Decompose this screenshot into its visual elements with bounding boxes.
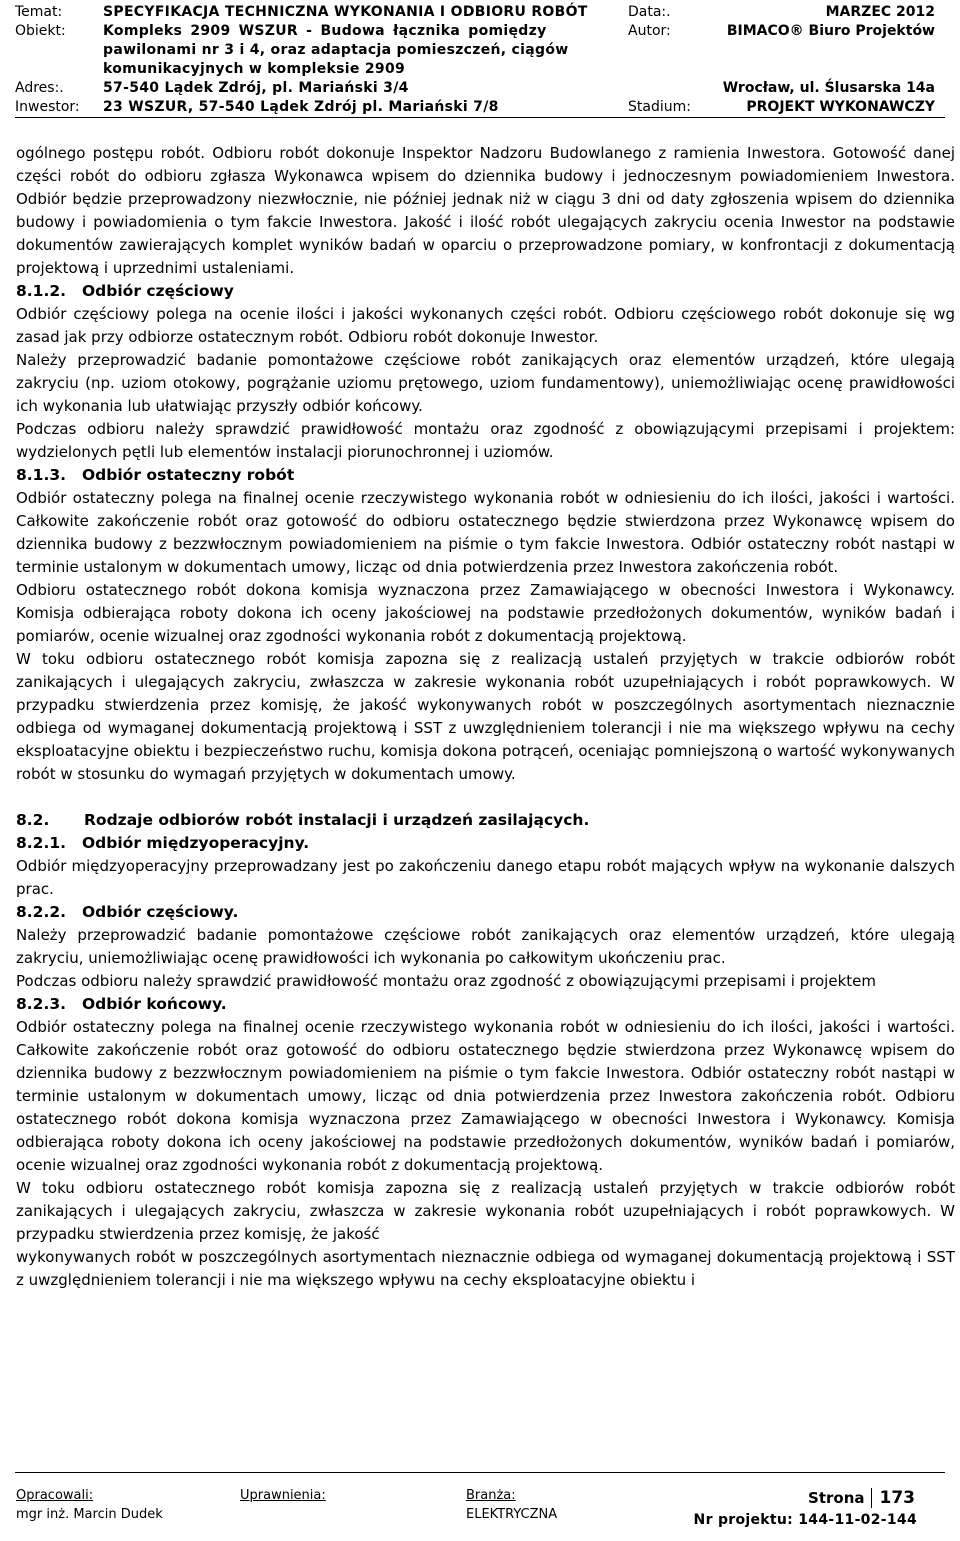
header-divider: [15, 117, 945, 118]
section-heading-8-2-1: [16, 832, 955, 855]
paragraph: Podczas odbioru należy sprawdzić prawidłowość montażu oraz zgodność z obowiązującymi przepisami i projektem: [16, 972, 876, 990]
data-label: Data:.: [628, 4, 671, 20]
stadium-value: PROJEKT WYKONAWCZY: [746, 99, 935, 115]
paragraph: ogólnego postępu robót. Odbioru robót dokonuje Inspektor Nadzoru Budowlanego z ramienia Inwestora. Gotowość danej części robót do odbioru zgłasza Wykonawca wpisem do dziennika budowy i jednoczesnym powiadomieniem Inwestora. Odbiór będzie przeprowadzony niezwłocznie, nie później jednak niż w ciągu 3 dni od daty zgłoszenia wpisem do dziennika budowy i powiadomienia o tym fakcie Inwestora. Jakość i ilość robót ulegających zakryciu ocenia Inwestor na podstawie dokumentów zawierających komplet wyników badań w oparciu o przeprowadzone pomiary, w konfrontacji z dokumentacją projektową i uprzednimi ustaleniami.: [16, 144, 955, 277]
footer-divider: [15, 1472, 945, 1473]
section-title: Odbiór końcowy.: [82, 995, 227, 1013]
section-number: 8.2.: [16, 811, 50, 829]
paragraph: Odbiór częściowy polega na ocenie ilości i jakości wykonanych części robót. Odbioru częściowego robót dokonuje się wg zasad jak przy odbiorze ostatecznym robót. Odbioru robót dokonuje Inwestor.: [16, 305, 955, 346]
section-title: Odbiór ostateczny robót: [82, 466, 295, 484]
branza-value: ELEKTRYCZNA: [466, 1507, 558, 1522]
inwestor-value: 23 WSZUR, 57-540 Lądek Zdrój pl. Mariański 7/8: [103, 99, 499, 115]
spacer: [16, 786, 955, 809]
page-header: [0, 0, 960, 118]
adres-label: Adres:.: [15, 80, 64, 96]
page-number: 173: [871, 1488, 916, 1508]
inwestor-label: Inwestor:: [15, 99, 80, 115]
obiekt-line-3: komunikacyjnych w kompleksie 2909: [103, 61, 406, 77]
paragraph: Odbiór ostateczny polega na finalnej ocenie rzeczywistego wykonania robót w odniesieniu do ich ilości, jakości i wartości. Całkowite zakończenie robót oraz gotowość do odbioru ostatecznego będzie stwierdzona przez Wykonawcę wpisem do dziennika budowy z bezzwłocznym powiadomieniem na piśmie o tym fakcie Inwestora. Odbiór ostateczny robót nastąpi w terminie ustalonym w dokumentach umowy, licząc od dnia potwierdzenia przez Inwestora zakończenia robót. Odbioru ostatecznego robót dokona komisja wyznaczona przez Zamawiającego w obecności Inwestora i Wykonawcy. Komisja odbierająca roboty dokona ich oceny jakościowej na podstawie przedłożonych dokumentów, wyników badań i pomiarów, ocenie wizualnej oraz zgodności wykonania robót z dokumentacją projektową.: [16, 1018, 955, 1174]
nr-projektu-label: Nr projektu:: [693, 1512, 794, 1528]
paragraph: Podczas odbioru należy sprawdzić prawidłowość montażu oraz zgodność z obowiązującymi przepisami i projektem: wydzielonych pętli lub elementów instalacji piorunochronnej i uziomów.: [16, 420, 955, 461]
temat-label: Temat:: [15, 4, 63, 20]
section-title: Odbiór częściowy.: [82, 903, 239, 921]
obiekt-line-1: Kompleks 2909 WSZUR - Budowa łącznika pomiędzy: [103, 23, 547, 39]
section-title: Odbiór częściowy: [82, 282, 234, 300]
page-indicator: [808, 1488, 915, 1508]
document-body: [16, 142, 955, 1292]
autor-address: Wrocław, ul. Ślusarska 14a: [722, 80, 935, 96]
nr-projektu-value: 144-11-02-144: [798, 1512, 917, 1528]
data-value: MARZEC 2012: [825, 4, 935, 20]
stadium-label: Stadium:: [628, 99, 691, 115]
temat-value: SPECYFIKACJA TECHNICZNA WYKONANIA I ODBIORU ROBÓT: [103, 4, 588, 20]
obiekt-line-2: pawilonami nr 3 i 4, oraz adaptacja pomieszczeń, ciągów: [103, 42, 569, 58]
paragraph: Odbioru ostatecznego robót dokona komisja wyznaczona przez Zamawiającego w obecności Inwestora i Wykonawcy. Komisja odbierająca roboty dokona ich oceny jakościowej na podstawie przedłożonych dokumentów, wyników badań i pomiarów, ocenie wizualnej oraz zgodności wykonania robót z dokumentacją projektową.: [16, 581, 955, 645]
section-title: Rodzaje odbiorów robót instalacji i urządzeń zasilających.: [84, 811, 590, 829]
uprawnienia-label: Uprawnienia:: [240, 1488, 326, 1503]
section-number: 8.2.1.: [16, 834, 67, 852]
autor-value: BIMACO® Biuro Projektów: [726, 23, 935, 39]
section-heading-8-2-2: [16, 901, 955, 924]
strona-label: Strona: [808, 1489, 865, 1507]
project-number: [694, 1512, 917, 1528]
section-number: 8.2.2.: [16, 903, 67, 921]
section-heading-8-2: [16, 809, 955, 832]
autor-label: Autor:: [628, 23, 671, 39]
paragraph: Odbiór ostateczny polega na finalnej ocenie rzeczywistego wykonania robót w odniesieniu do ich ilości, jakości i wartości. Całkowite zakończenie robót oraz gotowość do odbioru ostatecznego będzie stwierdzona przez Wykonawcę wpisem do dziennika budowy z bezzwłocznym powiadomieniem na piśmie o tym fakcie Inwestora. Odbiór ostateczny robót nastąpi w terminie ustalonym w dokumentach umowy, licząc od dnia potwierdzenia przez Inwestora zakończenia robót.: [16, 489, 955, 576]
paragraph: W toku odbioru ostatecznego robót komisja zapozna się z realizacją ustaleń przyjętych w trakcie odbiorów robót zanikających i ulegających zakryciu, zwłaszcza w zakresie wykonania robót uzupełniających i robót poprawkowych. W przypadku stwierdzenia przez komisję, że jakość: [16, 1179, 955, 1243]
section-number: 8.1.2.: [16, 282, 67, 300]
section-number: 8.2.3.: [16, 995, 67, 1013]
paragraph: Należy przeprowadzić badanie pomontażowe częściowe robót zanikających oraz elementów urządzeń, które ulegają zakryciu, uniemożliwiając ocenę prawidłowości ich wykonania po całkowitym ukończeniu prac.: [16, 926, 955, 967]
paragraph: wykonywanych robót w poszczególnych asortymentach nieznacznie odbiega od wymaganej dokumentacją projektową i SST z uwzględnieniem tolerancji i nie ma większego wpływu na cechy eksploatacyjne obiektu i: [16, 1248, 955, 1289]
section-heading-8-1-2: [16, 280, 955, 303]
obiekt-label: Obiekt:: [15, 23, 66, 39]
paragraph: Należy przeprowadzić badanie pomontażowe częściowe robót zanikających oraz elementów urządzeń, które ulegają zakryciu (np. uziom otokowy, pogrążanie uziomu prętowego, uziom fundamentowy), uniemożliwiając ocenę prawidłowości ich wykonania lub ułatwiając przyszły odbiór końcowy.: [16, 351, 955, 415]
opracowali-value: mgr inż. Marcin Dudek: [16, 1507, 163, 1522]
opracowali-label: Opracowali:: [16, 1488, 94, 1503]
adres-value: 57-540 Lądek Zdrój, pl. Mariański 3/4: [103, 80, 409, 96]
branza-label: Branża:: [466, 1488, 516, 1503]
paragraph: Odbiór międzyoperacyjny przeprowadzany jest po zakończeniu danego etapu robót mających wpływ na wykonanie dalszych prac.: [16, 857, 955, 898]
page-footer: [0, 1472, 960, 1541]
section-number: 8.1.3.: [16, 466, 67, 484]
paragraph: W toku odbioru ostatecznego robót komisja zapozna się z realizacją ustaleń przyjętych w trakcie odbiorów robót zanikających i ulegających zakryciu, zwłaszcza w zakresie wykonania robót uzupełniających i robót poprawkowych. W przypadku stwierdzenia przez komisję, że jakość wykonywanych robót w poszczególnych asortymentach nieznacznie odbiega od wymaganej dokumentacją projektową i SST z uwzględnieniem tolerancji i nie ma większego wpływu na cechy eksploatacyjne obiektu i bezpieczeństwo ruchu, komisja dokona potrąceń, oceniając pomniejszoną o wartość wykonywanych robót w stosunku do wymagań przyjętych w dokumentach umowy.: [16, 650, 955, 783]
section-heading-8-1-3: [16, 464, 955, 487]
section-heading-8-2-3: [16, 993, 955, 1016]
section-title: Odbiór międzyoperacyjny.: [82, 834, 310, 852]
